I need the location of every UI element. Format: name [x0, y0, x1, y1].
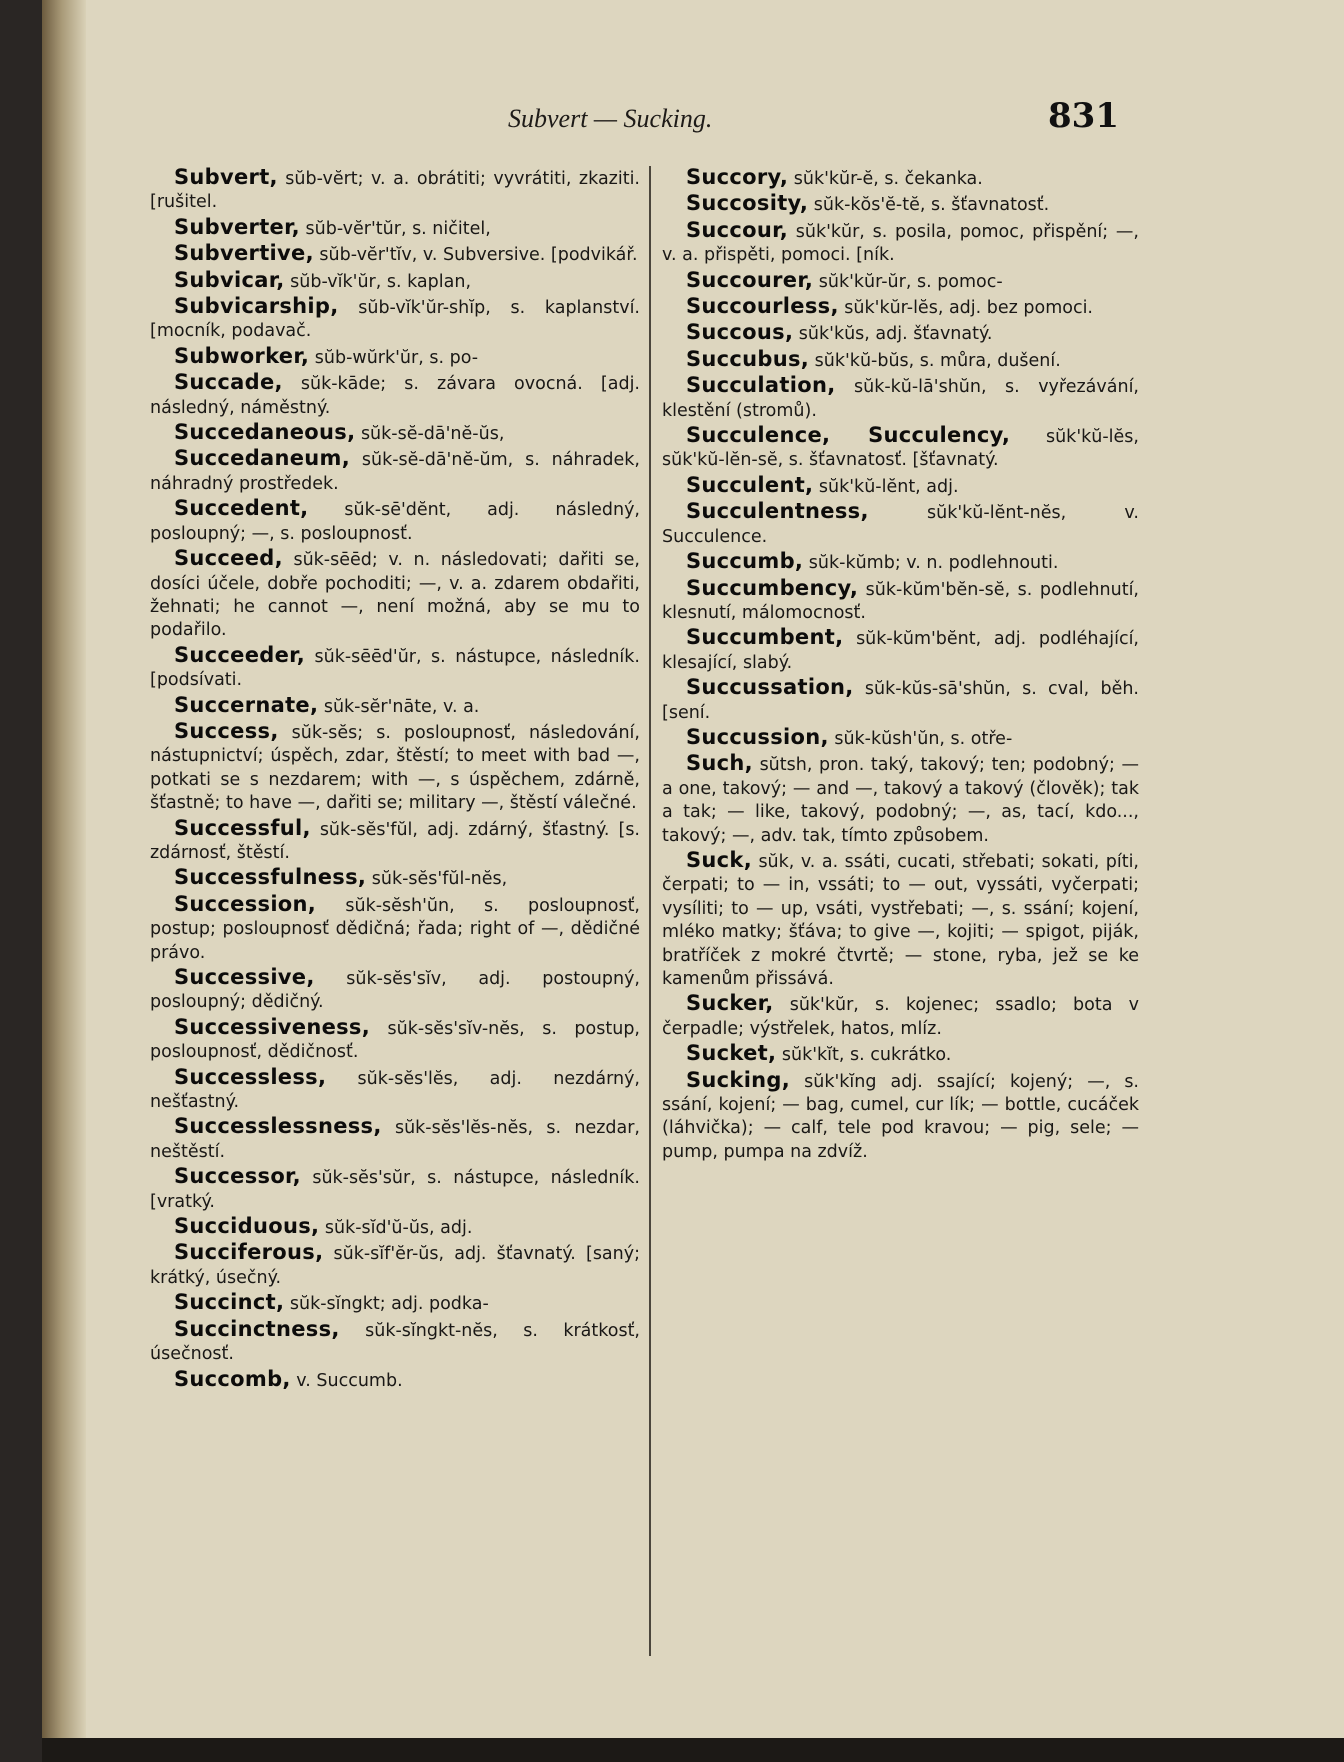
headword: Sucker, [686, 991, 774, 1016]
dictionary-entry [150, 1165, 640, 1214]
entry-definition: sŭk-kŭsh'ŭn, s. otře- [828, 728, 1013, 749]
headword: Succubus, [686, 346, 810, 371]
entry-definition: sŭk-sēēd; v. n. následovati; dařiti se, dosíci účele, dobře pochoditi; —, v. a. zdarem obdařiti, žehnati; he cannot —, není možná, aby se mu to podařilo. [150, 550, 640, 641]
headword: Succory, [686, 165, 789, 189]
dictionary-entry [150, 1291, 640, 1316]
entry-definition: sŭb-vĕr'tĭv, v. Subversive. [podvikář. [313, 245, 638, 266]
entry-definition: sŭtsh, pron. taký, takový; ten; podobný; — a one, takový; — and —, takový a takový (člověk); tak a tak; — like, takový, podobný; —, as, tací, kdo..., takový; —, adv. tak, tímto způsobem. [662, 755, 1139, 846]
entry-definition: sŭk'kĭt, s. cukrátko. [776, 1045, 952, 1066]
dictionary-entry [662, 424, 1139, 473]
entry-definition: sŭk'kŭ-bŭs, s. můra, dušení. [809, 350, 1061, 371]
entry-definition: sŭk-kŭ-lā'shŭn, s. vyřezávání, klestění (stromů). [662, 377, 1139, 421]
headword: Succussation, [686, 675, 854, 700]
entry-definition: sŭk-kŭm'bĕnt, adj. podléhající, klesající, slabý. [662, 629, 1139, 673]
dictionary-entry [662, 676, 1139, 725]
entry-definition: sŭk-sĕs'sŭr, s. nástupce, následník. [vratký. [150, 1168, 640, 1212]
headword: Successless, [174, 1064, 327, 1089]
dictionary-entry [150, 1115, 640, 1164]
headword: Succedent, [174, 496, 309, 521]
page-number: 831 [1048, 96, 1119, 136]
entry-definition: sŭb-vĕrt; v. a. obrátiti; vyvrátiti, zkaziti. [rušitel. [150, 169, 640, 213]
entry-definition: sŭk'kŭr-lĕs, adj. bez pomoci. [838, 298, 1093, 319]
entry-definition: sŭk-sĕ-dā'nĕ-ŭs, [355, 424, 505, 445]
headword: Successlessness, [174, 1114, 382, 1139]
entry-definition: sŭk'kŭ-lĕnt-nĕs, v. Succulence. [662, 503, 1139, 547]
entry-definition: sŭk-kŭm'bĕn-sĕ, s. podlehnutí, klesnutí, málomocnosť. [662, 579, 1139, 623]
dictionary-entry [150, 497, 640, 546]
entry-definition: sŭk'kĭng adj. ssající; kojený; —, s. ssání, kojení; — bag, cumel, cur lík; — bottle, cucáček (láhvička); — calf, tele pod kravou; — pig, sele; — pump, pumpa na zdvíž. [662, 1071, 1139, 1162]
dictionary-entry [662, 474, 1139, 499]
entry-definition: sŭk-sĕr'nāte, v. a. [318, 696, 480, 717]
headword: Sucking, [686, 1067, 791, 1092]
left-column [150, 166, 640, 1394]
entry-definition: sŭk-sēēd'ŭr, s. nástupce, následník. [podsívati. [150, 646, 640, 691]
headword: Suck, [686, 847, 752, 872]
entry-definition: sŭk-kāde; s. závara ovocná. [adj. následný, náměstný. [150, 374, 640, 418]
dictionary-entry [662, 166, 1139, 191]
entry-definition: sŭb-vĕr'tŭr, s. ničitel, [299, 218, 491, 239]
entry-definition: sŭk-sĭngkt-nĕs, s. krátkosť, úsečnosť. [150, 1320, 640, 1365]
headword: Succussion, [686, 724, 829, 749]
headword: Succiferous, [174, 1240, 324, 1265]
entry-definition: sŭk-sĕ-dā'nĕ-ŭm, s. náhradek, náhradný prostředek. [150, 450, 640, 494]
headword: Succomb, [174, 1366, 291, 1391]
entry-definition: sŭb-vĭk'ŭr-shĭp, s. kaplanství. [mocník, podavač. [150, 298, 640, 342]
entry-definition: sŭb-wŭrk'ŭr, s. po- [309, 347, 479, 368]
entry-definition: sŭk-sĕs'sĭv, adj. postoupný, posloupný; dědičný. [150, 969, 640, 1013]
entry-definition: sŭb-vĭk'ŭr, s. kaplan, [284, 271, 472, 292]
entry-definition: sŭk'kŭs, adj. šťavnatý. [793, 324, 993, 345]
entry-definition: v. Succumb. [290, 1370, 403, 1391]
dictionary-entry [662, 626, 1139, 675]
entry-definition: sŭk'kŭr-ŭr, s. pomoc- [813, 271, 1003, 292]
headword: Subworker, [174, 343, 310, 368]
entry-definition: sŭk-sĭngkt; adj. podka- [284, 1294, 489, 1315]
headword: Succeeder, [174, 642, 305, 667]
dictionary-entry [662, 726, 1139, 751]
headword: Succosity, [686, 191, 809, 216]
dictionary-entry [662, 849, 1139, 991]
dictionary-entry [662, 1069, 1139, 1165]
headword: Succumbency, [686, 575, 859, 600]
entry-definition: sŭk-sĕs'fŭl, adj. zdárný, šťastný. [s. zdárnosť, štěstí. [150, 819, 640, 863]
book-spine-shadow [42, 0, 86, 1762]
dictionary-page [42, 0, 1344, 1762]
headword: Successive, [174, 965, 315, 989]
entry-definition: sŭk-kŭmb; v. n. podlehnouti. [803, 553, 1059, 574]
dictionary-entry [662, 577, 1139, 626]
dictionary-entry [662, 550, 1139, 575]
dictionary-entry [150, 893, 640, 965]
entry-definition: sŭk-kŭs-sā'shŭn, s. cval, běh. [sení. [662, 679, 1139, 723]
dictionary-entry [662, 295, 1139, 320]
dictionary-entry [150, 644, 640, 693]
dictionary-entry [150, 295, 640, 344]
headword: Succulation, [686, 373, 836, 398]
entry-definition: sŭk-sĭf'ĕr-ŭs, adj. šťavnatý. [saný; krátký, úsečný. [150, 1244, 640, 1288]
headword: Successiveness, [174, 1014, 371, 1039]
entry-definition: sŭk-sĕs'lĕs-nĕs, s. nezdar, neštěstí. [150, 1118, 640, 1162]
dictionary-entry [662, 269, 1139, 294]
column-divider [649, 166, 651, 1656]
headword: Succulence, Succulency, [686, 423, 1011, 448]
headword: Succourless, [686, 294, 839, 319]
entry-definition: sŭk'kŭ-lĕnt, adj. [813, 476, 959, 497]
dictionary-entry [150, 1016, 640, 1065]
dictionary-entry [150, 166, 640, 215]
headword: Succedaneous, [174, 420, 356, 445]
dictionary-entry [150, 421, 640, 446]
entry-definition: sŭk'kŭr, s. kojenec; ssadlo; bota v čerpadle; výstřelek, hatos, mlíz. [662, 995, 1139, 1039]
headword: Success, [174, 718, 279, 743]
entry-definition: sŭk-sĕs'fŭl-nĕs, [366, 869, 508, 890]
dictionary-entry [150, 694, 640, 719]
entry-definition: sŭk'kŭr, s. posila, pomoc, přispění; —, v. a. přispěti, pomoci. [ník. [662, 221, 1139, 266]
dictionary-entry [150, 345, 640, 370]
dictionary-entry [662, 321, 1139, 346]
dictionary-entry [662, 219, 1139, 268]
headword: Subvertive, [174, 241, 314, 266]
entry-definition: sŭk-sĭd'ŭ-ŭs, adj. [319, 1218, 473, 1239]
headword: Subvicarship, [174, 294, 339, 319]
headword: Succiduous, [174, 1214, 320, 1239]
headword: Succernate, [174, 692, 319, 717]
entry-definition: sŭk-sĕsh'ŭn, s. posloupnosť, postup; posloupnosť dědičná; řada; right of —, dědičné právo. [150, 895, 640, 963]
dictionary-entry [150, 371, 640, 420]
entry-definition: sŭk'kŭr-ĕ, s. čekanka. [788, 169, 983, 189]
dictionary-entry [150, 720, 640, 816]
entry-definition: sŭk-sē'dĕnt, adj. následný, posloupný; —, s. posloupnosť. [150, 500, 640, 544]
running-head: Subvert — Sucking. [508, 104, 713, 133]
dictionary-entry [150, 1066, 640, 1115]
dictionary-entry [662, 1042, 1139, 1067]
entry-definition: sŭk-sĕs; s. posloupnosť, následování, nástupnictví; úspěch, zdar, štěstí; to meet with bad —, potkati se s nezdarem; with —, s úspěchem, zdárně, šťastně; to have —, dařiti se; military —, štěstí válečné. [150, 722, 640, 814]
dictionary-entry [150, 216, 640, 241]
headword: Succulentness, [686, 499, 869, 524]
dictionary-entry [150, 866, 640, 891]
headword: Succous, [686, 320, 794, 345]
dictionary-entry [150, 1368, 640, 1393]
dictionary-entry [662, 992, 1139, 1041]
entry-definition: sŭk, v. a. ssáti, cucati, střebati; sokati, píti, čerpati; to — in, vssáti; to — out, vyssáti, vyčerpati; vysíliti; to — up, vsáti, vystřebati; —, s. ssání; kojení, mléko matky; šťáva; to give —, kojiti; — spigot, piják, bratříček z mokré čtvrtě; — stone, ryba, jež se ke kamenům přissává. [662, 851, 1139, 989]
headword: Succession, [174, 891, 317, 916]
dictionary-entry [150, 1318, 640, 1367]
headword: Subverter, [174, 214, 300, 239]
dictionary-entry [662, 752, 1139, 848]
dictionary-entry [662, 374, 1139, 423]
right-column [662, 166, 1139, 1165]
dictionary-entry [150, 242, 640, 267]
headword: Successful, [174, 815, 311, 840]
headword: Successfulness, [174, 865, 367, 890]
headword: Succade, [174, 370, 283, 395]
dictionary-entry [150, 817, 640, 866]
headword: Succumbent, [686, 625, 844, 650]
headword: Sucket, [686, 1041, 777, 1066]
entry-definition: sŭk-sĕs'sĭv-nĕs, s. postup, posloupnosť, dědičnosť. [150, 1018, 640, 1063]
dictionary-entry [662, 500, 1139, 549]
headword: Such, [686, 751, 753, 776]
dictionary-entry [150, 1215, 640, 1240]
scan-bottom-edge [42, 1738, 1344, 1762]
headword: Successor, [174, 1164, 301, 1189]
headword: Subvicar, [174, 267, 285, 292]
headword: Succinctness, [174, 1316, 340, 1341]
headword: Succeed, [174, 546, 283, 571]
headword: Succour, [686, 217, 788, 242]
entry-definition: sŭk-kŏs'ĕ-tĕ, s. šťavnatosť. [808, 195, 1050, 216]
dictionary-entry [150, 447, 640, 496]
headword: Subvert, [174, 165, 278, 189]
dictionary-entry [150, 547, 640, 643]
dictionary-entry [662, 192, 1139, 217]
dictionary-entry [150, 1241, 640, 1290]
headword: Succedaneum, [174, 446, 351, 471]
headword: Succinct, [174, 1290, 285, 1315]
entry-definition: sŭk'kŭ-lĕs, sŭk'kŭ-lĕn-sĕ, s. šťavnatosť. [šťavnatý. [662, 427, 1139, 471]
dictionary-entry [150, 269, 640, 294]
headword: Succourer, [686, 267, 814, 292]
entry-definition: sŭk-sĕs'lĕs, adj. nezdárný, nešťastný. [150, 1068, 640, 1113]
headword: Succulent, [686, 472, 814, 497]
dictionary-entry [150, 966, 640, 1015]
headword: Succumb, [686, 549, 804, 574]
dictionary-entry [662, 348, 1139, 373]
